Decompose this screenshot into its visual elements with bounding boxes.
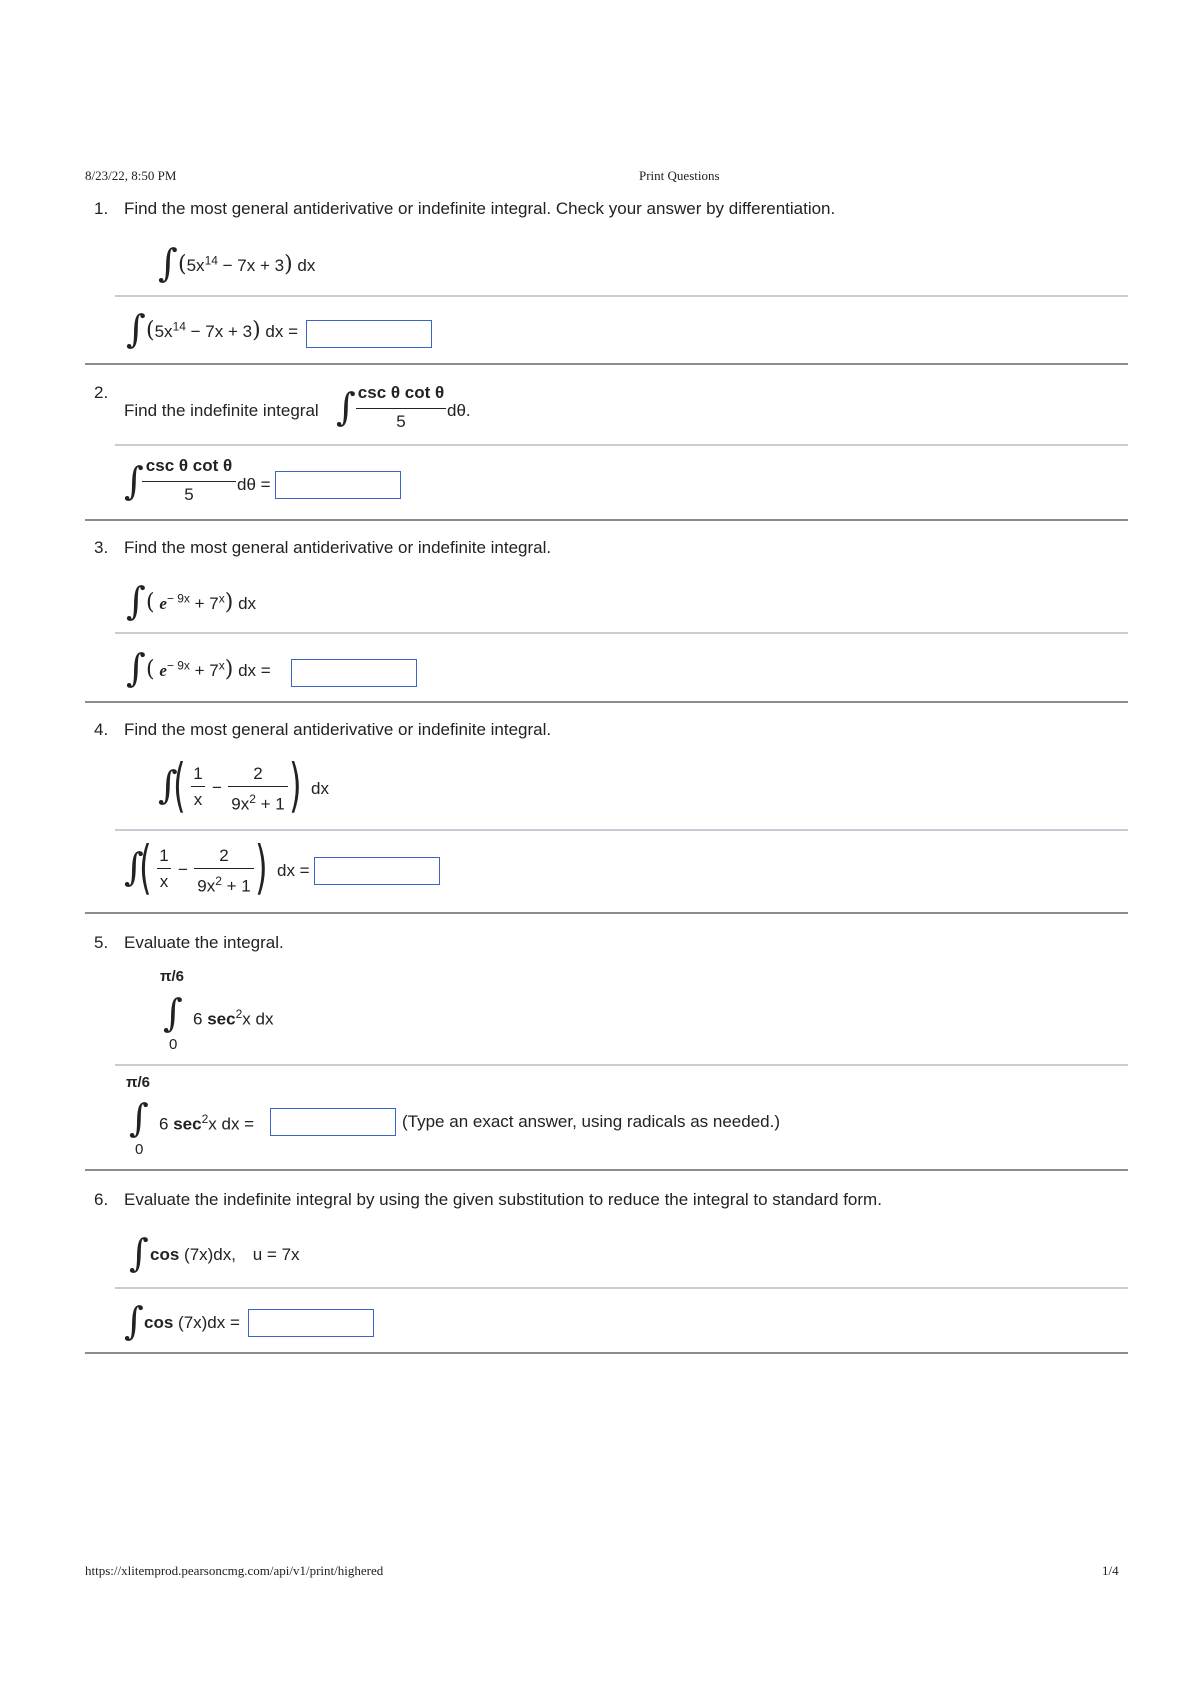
minus-sign: − [178, 860, 188, 879]
question-prompt: Find the indefinite integral [124, 401, 319, 420]
divider [115, 1064, 1128, 1066]
fraction-bar [142, 481, 236, 482]
integral-sign: ∫ [163, 991, 183, 1035]
question-separator [85, 1352, 1128, 1354]
integral-sign: ∫ [124, 1299, 144, 1343]
answer-input-q5[interactable] [270, 1108, 396, 1136]
right-paren: ) [255, 833, 268, 901]
lower-limit: 0 [135, 1141, 144, 1158]
integral-sign: ∫ [158, 763, 178, 807]
question-separator [85, 701, 1128, 703]
fraction-denominator: x [193, 790, 203, 809]
answer-input-q2[interactable] [275, 471, 401, 499]
upper-limit: π/6 [160, 968, 184, 985]
q3-answer-expression: ( $e^{- 9x} + 7^x$) dx = [146, 657, 271, 682]
fraction-numerator: csc θ cot θ [145, 456, 233, 475]
question-prompt: Evaluate the indefinite integral by using the given substitution to reduce the integral to standard form. [124, 1190, 882, 1209]
fraction-denominator: $9x^2 + 1$ [231, 792, 285, 814]
question-number: 5. [94, 933, 109, 952]
left-paren: ( [173, 751, 186, 819]
integral-sign: ∫ [126, 579, 146, 623]
q6-answer-expression: cos (7x)dx = [144, 1313, 240, 1332]
answer-input-q6[interactable] [248, 1309, 374, 1337]
answer-input-q4[interactable] [314, 857, 440, 885]
left-paren: ( [139, 833, 152, 901]
page-title: Print Questions [639, 168, 720, 183]
right-paren: ) [289, 751, 302, 819]
divider [115, 444, 1128, 446]
fraction-numerator: 2 [219, 846, 229, 865]
fraction-denominator: $9x^2 + 1$ [197, 874, 251, 896]
fraction-bar [194, 868, 254, 869]
page-number: 1/4 [1102, 1563, 1119, 1578]
q5-answer-expression: 6 $\sec^2x$ dx = [159, 1112, 255, 1134]
differential: dx = [277, 861, 310, 880]
q3-expression: ( $e^{- 9x} + 7^x$) dx [146, 590, 257, 615]
integral-sign: ∫ [158, 241, 178, 285]
differential: dx [311, 779, 329, 798]
integral-sign: ∫ [336, 385, 356, 429]
q6-expression: cos (7x)dx, u = 7x [150, 1245, 300, 1264]
question-separator [85, 519, 1128, 521]
q1-answer-expression: $(5x^{14} - 7x + 3)$ dx = [146, 318, 299, 343]
question-number: 4. [94, 720, 109, 739]
integral-sign: ∫ [124, 845, 144, 889]
fraction-numerator: 1 [159, 846, 169, 865]
fraction-bar [157, 868, 171, 869]
fraction-bar [356, 408, 446, 409]
answer-input-q3[interactable] [291, 659, 417, 687]
integral-sign: ∫ [124, 459, 144, 503]
question-number: 3. [94, 538, 109, 557]
fraction-numerator: 2 [253, 764, 263, 783]
integral-sign: ∫ [129, 1231, 149, 1275]
answer-hint: (Type an exact answer, using radicals as needed.) [402, 1112, 780, 1131]
upper-limit: π/6 [126, 1074, 150, 1091]
fraction-denominator: 5 [396, 412, 406, 431]
question-separator [85, 363, 1128, 365]
question-prompt: Find the most general antiderivative or indefinite integral. [124, 720, 552, 739]
question-number: 2. [94, 383, 109, 402]
fraction-numerator: 1 [193, 764, 203, 783]
fraction-bar [228, 786, 288, 787]
question-prompt: Find the most general antiderivative or indefinite integral. Check your answer by differentiation. [124, 199, 836, 218]
question-prompt: Evaluate the integral. [124, 933, 284, 952]
integral-sign: ∫ [126, 307, 146, 351]
footer-url: https://xlitemprod.pearsoncmg.com/api/v1/print/highered [85, 1563, 384, 1578]
question-number: 1. [94, 199, 109, 218]
question-separator [85, 1169, 1128, 1171]
fraction-numerator: csc θ cot θ [357, 383, 445, 402]
print-datetime: 8/23/22, 8:50 PM [85, 168, 177, 183]
answer-input-q1[interactable] [306, 320, 432, 348]
lower-limit: 0 [169, 1036, 178, 1053]
fraction-bar [191, 786, 205, 787]
differential: dθ. [447, 401, 471, 420]
integral-sign: ∫ [126, 646, 146, 690]
question-number: 6. [94, 1190, 109, 1209]
integral-sign: ∫ [129, 1096, 149, 1140]
q5-expression: 6 $\sec^2x$ dx [193, 1007, 274, 1029]
divider [115, 295, 1128, 297]
divider [115, 829, 1128, 831]
question-prompt: Find the most general antiderivative or indefinite integral. [124, 538, 552, 557]
fraction-denominator: 5 [184, 485, 194, 504]
fraction-denominator: x [159, 872, 169, 891]
q1-expression: $(5x^{14} - 7x + 3)$ dx [178, 252, 316, 277]
question-separator [85, 912, 1128, 914]
divider [115, 1287, 1128, 1289]
differential: dθ = [237, 475, 271, 494]
minus-sign: − [212, 778, 222, 797]
divider [115, 632, 1128, 634]
